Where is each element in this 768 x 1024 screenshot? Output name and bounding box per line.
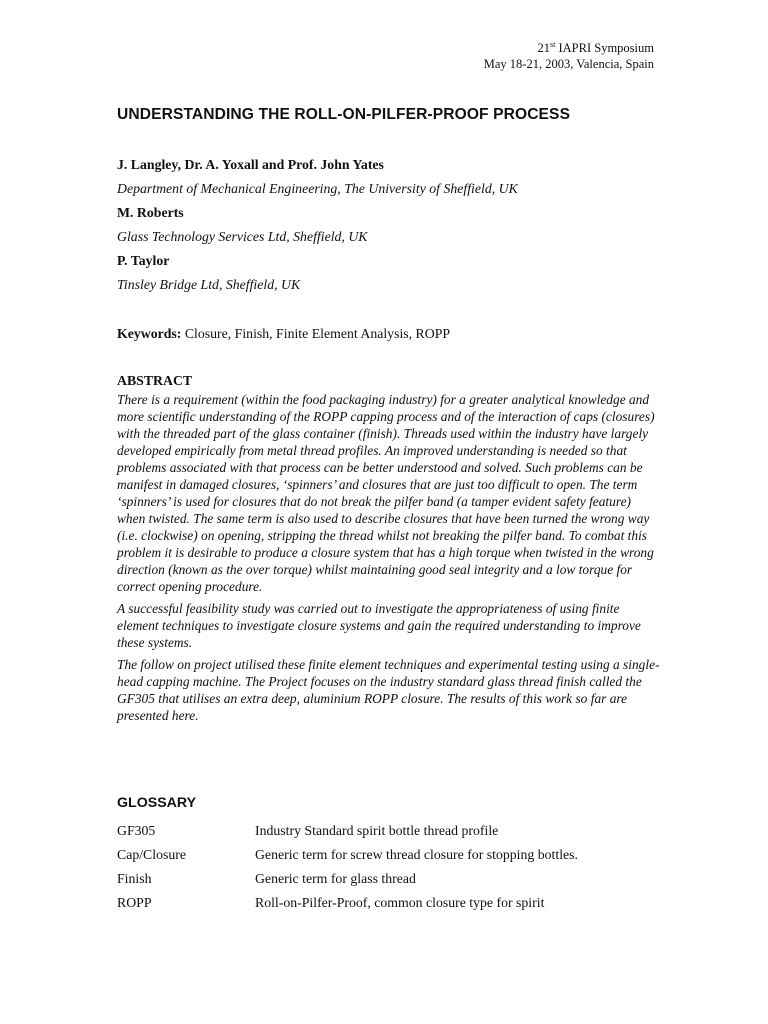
symposium-name: IAPRI Symposium bbox=[558, 41, 654, 55]
glossary-row bbox=[117, 819, 677, 843]
author-affiliation-3: Tinsley Bridge Ltd, Sheffield, UK bbox=[117, 277, 301, 292]
author-affiliation-1: Department of Mechanical Engineering, The University of Sheffield, UK bbox=[117, 181, 518, 196]
abstract-paragraph: The follow on project utilised these finite element techniques and experimental testing using a single-head capping machine. The Project focuses on the industry standard glass thread finish called the GF305 that utilises an extra deep, aluminium ROPP closure. The results of this work so far are presented here. bbox=[117, 657, 660, 723]
abstract-body bbox=[117, 391, 662, 729]
glossary-definition: Roll-on-Pilfer-Proof, common closure type for spirit bbox=[255, 895, 545, 910]
glossary-definition: Industry Standard spirit bottle thread profile bbox=[255, 823, 499, 838]
symposium-ordinal: st bbox=[550, 40, 556, 49]
glossary-definition: Generic term for screw thread closure for stopping bottles. bbox=[255, 847, 578, 862]
glossary-table bbox=[117, 819, 677, 915]
symposium-number: 21 bbox=[537, 41, 551, 55]
dates-location: May 18-21, 2003, Valencia, Spain bbox=[483, 57, 654, 71]
glossary-term: Cap/Closure bbox=[117, 847, 186, 862]
abstract-paragraph: There is a requirement (within the food packaging industry) for a greater analytical knowledge and more scientific understanding of the ROPP capping process and of the interaction of caps (closures) with the threaded part of the glass container (finish). Threads used within the industry have largely developed empirically from metal thread profiles. An improved understanding is needed so that problems associated with that process can be better understood and solved. Such problems can be manifest in damaged closures, ‘spinners’ and closures that are just too difficult to open. The term ‘spinners’ is used for closures that do not break the pilfer band (a tamper evident safety feature) when twisted. The same term is also used to describe closures that have been turned the wrong way (i.e. clockwise) on opening, stripping the thread whilst not breaking the pilfer band. To combat this problem it is desirable to produce a closure system that has a high torque when twisted in the wrong direction (known as the over torque) whilst maintaining good seal integrity and a low torque for correct opening procedure. bbox=[117, 392, 655, 594]
glossary-heading: GLOSSARY bbox=[117, 795, 197, 811]
author-affiliation-2: Glass Technology Services Ltd, Sheffield, UK bbox=[117, 229, 368, 244]
glossary-row bbox=[117, 867, 677, 891]
glossary-term: GF305 bbox=[117, 823, 156, 838]
abstract-heading: ABSTRACT bbox=[117, 373, 193, 388]
symposium-line bbox=[484, 40, 654, 56]
glossary-row bbox=[117, 891, 677, 915]
author-names-2: M. Roberts bbox=[117, 205, 184, 220]
glossary-term: Finish bbox=[117, 871, 152, 886]
author-names-3: P. Taylor bbox=[117, 253, 170, 268]
keywords bbox=[117, 326, 657, 342]
keywords-label: Keywords: bbox=[117, 326, 182, 341]
running-header bbox=[484, 40, 654, 72]
paper-title: UNDERSTANDING THE ROLL-ON-PILFER-PROOF PROCESS bbox=[117, 106, 571, 123]
glossary-row bbox=[117, 843, 677, 867]
author-names-1: J. Langley, Dr. A. Yoxall and Prof. John Yates bbox=[117, 157, 384, 172]
glossary-definition: Generic term for glass thread bbox=[255, 871, 416, 886]
glossary-term: ROPP bbox=[117, 895, 152, 910]
keywords-text: Closure, Finish, Finite Element Analysis, ROPP bbox=[181, 326, 451, 341]
abstract-paragraph: A successful feasibility study was carried out to investigate the appropriateness of using finite element techniques to investigate closure systems and gain the required understanding to improve these systems. bbox=[117, 601, 641, 650]
